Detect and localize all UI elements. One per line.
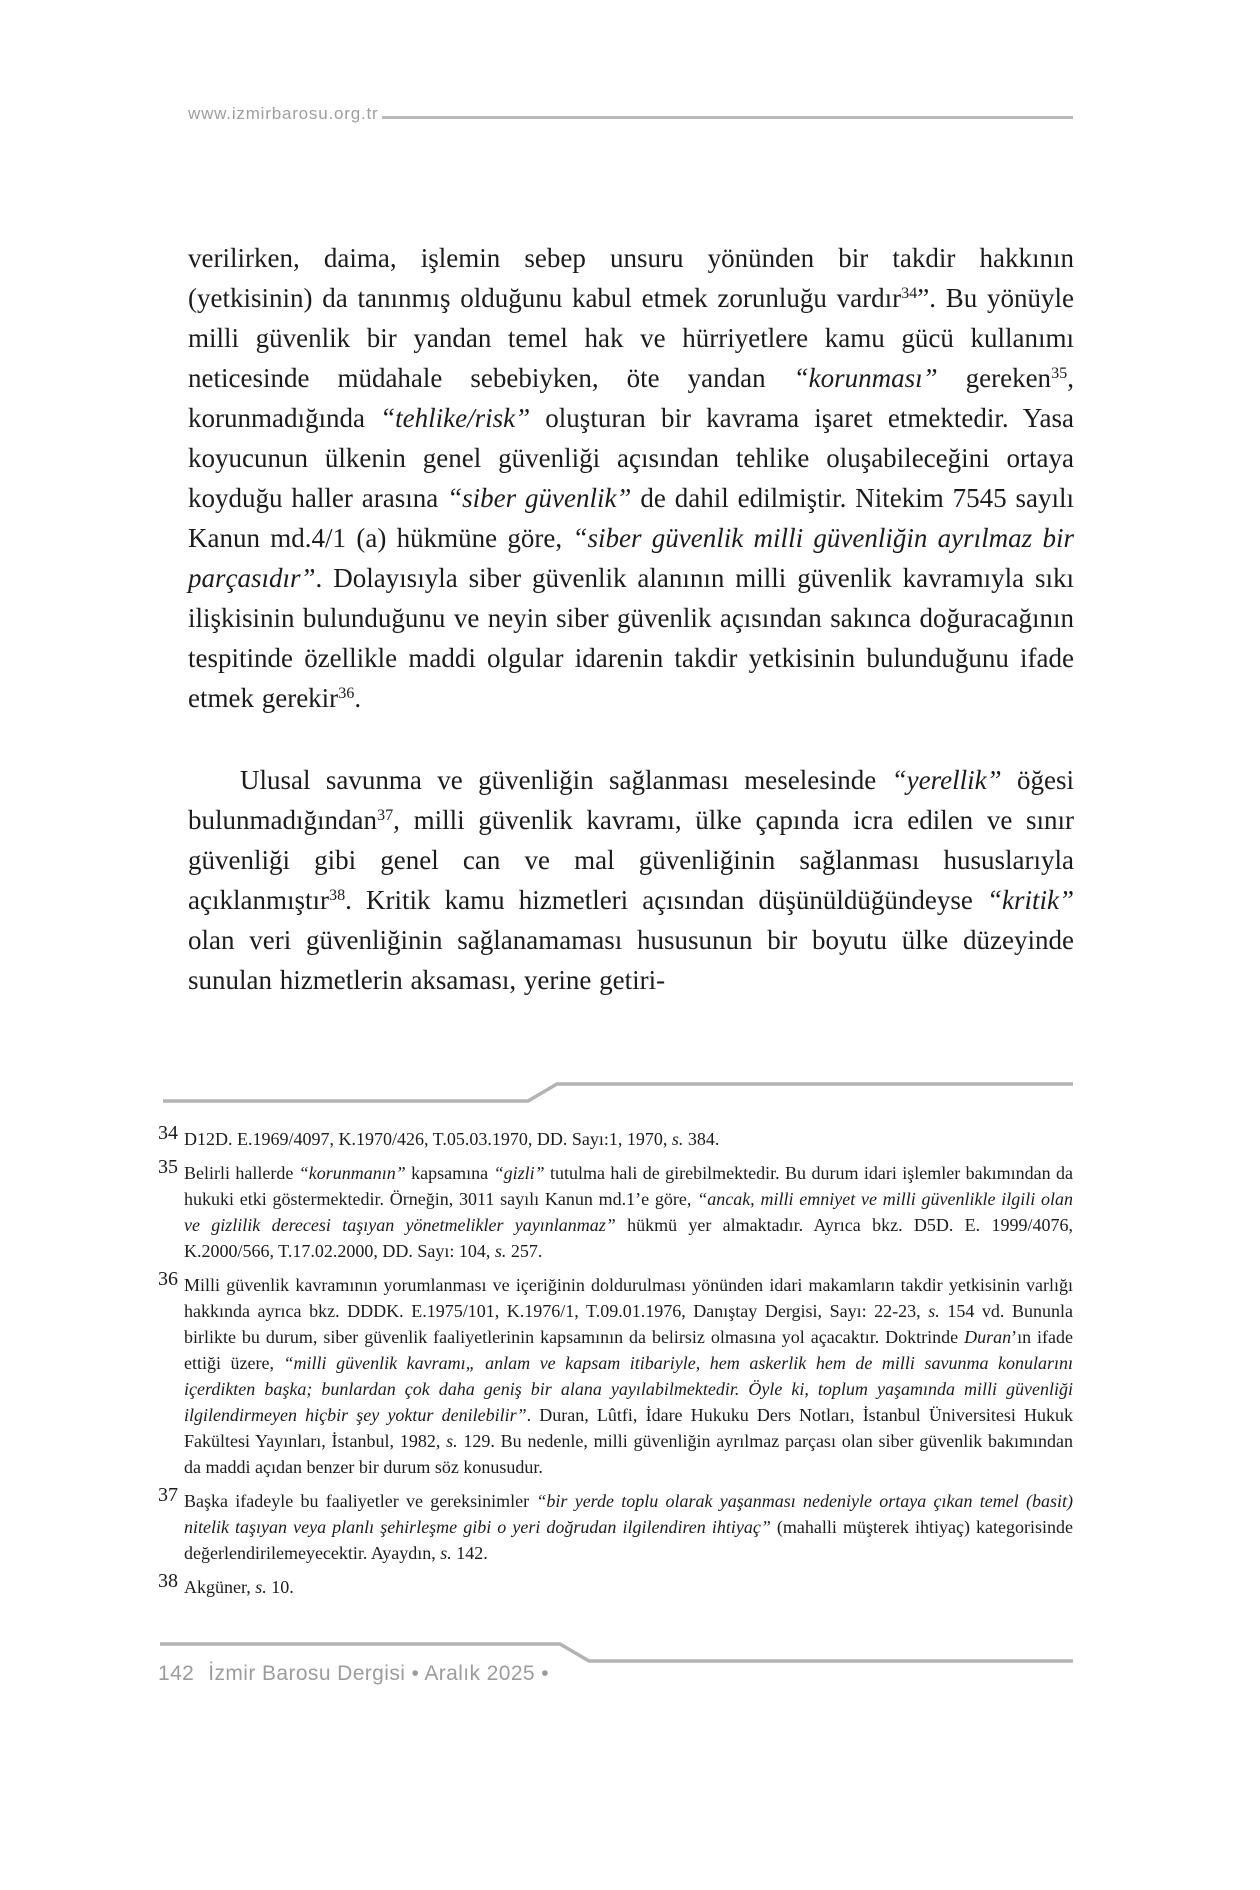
text-segment: verilirken, daima, işlemin sebep unsuru yönünden bir takdir hakkının (yetkisinin) da tanınmış olduğunu kabul etmek zorunluğu vardır	[188, 243, 1074, 313]
footnote-separator-rule	[163, 1084, 1073, 1101]
text-segment: , milli güvenlik kavramı, ülke çapında icra edilen ve sınır güvenliği gibi genel can ve mal güvenliğinin sağlanması hususlarıyla açıklanmıştır	[188, 805, 1074, 915]
footnote-34	[158, 1122, 1073, 1152]
text-segment: ’ın ifade ettiği üzere,	[184, 1327, 1074, 1373]
text-segment: kapsamına	[405, 1163, 494, 1183]
text-segment: “siber güvenlik”	[447, 483, 632, 513]
body-paragraph	[188, 760, 1074, 1000]
text-segment: 154 vd. Bununla birlikte bu durum, siber güvenlik faaliyetlerinin kapsamının da belirsiz olmasına yol açacaktır. Doktrinde	[184, 1301, 1073, 1347]
text-segment: oluşturan bir kavrama işaret etmektedir. Yasa koyucunun ülkenin genel güvenliği açısından tehlike oluşabileceğini ortaya koyduğu haller arasına	[188, 403, 1075, 513]
footnote-35	[158, 1156, 1073, 1264]
footnote-text	[184, 1491, 1073, 1563]
page-footer	[158, 1662, 549, 1686]
footnote-reference: 34	[901, 284, 918, 303]
text-segment: , korunmadığında	[188, 363, 1074, 433]
header-site-url: www.izmirbarosu.org.tr	[188, 104, 379, 123]
text-segment: “ancak, milli emniyet ve milli güvenlikle ilgili olan ve gizlilik derecesi taşıyan yönetmelikler yayınlanmaz”	[184, 1189, 1073, 1235]
text-segment: de dahil edilmiştir. Nitekim 7545 sayılı Kanun md.4/1 (a) hükmüne göre,	[188, 483, 1074, 553]
text-segment: ”. Bu yönüyle milli güvenlik bir yandan temel hak ve hürriyetlere kamu gücü kullanımı neticesinde müdahale sebebiyken, öte yandan	[188, 283, 1074, 393]
footnote-number: 38	[158, 1570, 178, 1592]
text-segment: s.	[671, 1129, 684, 1149]
article-body	[188, 238, 1074, 1000]
text-segment: olan veri güvenliğinin sağlanamaması hususunun bir boyutu ülke düzeyinde sunulan hizmetlerin aksaması, yerine getiri-	[188, 925, 1074, 995]
footnote-text	[184, 1577, 294, 1597]
text-segment: .	[354, 683, 362, 713]
text-segment: . Dolayısıyla siber güvenlik alanının milli güvenlik kavramıyla sıkı ilişkisinin bulunduğunu ve neyin siber güvenlik açısından sakınca doğuracağının tespitinde özellikle maddi olgular idarenin takdir yetkisinin bulunduğunu ifade etmek gerekir	[188, 563, 1074, 713]
footnote-reference: 37	[376, 806, 394, 825]
text-segment: 10.	[266, 1577, 294, 1597]
footnote-reference: 35	[1051, 364, 1068, 383]
text-segment: “kritik”	[986, 885, 1074, 915]
text-segment: (mahalli müşterek ihtiyaç) kategorisinde değerlendirilemeyecektir. Ayaydın,	[184, 1517, 1073, 1563]
text-segment: . Duran, Lûtfi, İdare Hukuku Ders Notları, İstanbul Üniversitesi Hukuk Fakültesi Yayınları, İstanbul, 1982,	[184, 1405, 1073, 1451]
text-segment: hükmü yer almaktadır. Ayrıca bkz. D5D. E. 1999/4076, K.2000/566, T.17.02.2000, DD. Sayı: 104,	[184, 1215, 1073, 1261]
text-segment: s.	[446, 1431, 458, 1451]
text-segment: 129. Bu nedenle, milli güvenliğin ayrılmaz parçası olan siber güvenlik bakımından da maddi açıdan benzer bir durum söz konusudur.	[184, 1431, 1073, 1477]
footnote-text	[184, 1129, 719, 1149]
text-segment: “bir yerde toplu olarak yaşanması nedeniyle ortaya çıkan temel (basit) nitelik taşıyan veya planlı şehirleşme gibi o yeri doğrudan ilgilendiren ihtiyaç”	[184, 1491, 1073, 1537]
text-segment: “korunmanın”	[298, 1163, 406, 1183]
text-segment: “korunması”	[793, 363, 938, 393]
text-segment: s.	[255, 1577, 267, 1597]
footer-rule	[160, 1644, 1073, 1661]
text-segment: tutulma hali de girebilmektedir. Bu durum idari işlemler bakımından da hukuki etki göstermektedir. Örneğin, 3011 sayılı Kanun md.1’e göre,	[184, 1163, 1073, 1209]
footnote-number: 35	[158, 1156, 178, 1178]
footnote-text	[184, 1275, 1073, 1477]
footnote-38	[158, 1570, 1073, 1600]
footnote-reference: 38	[328, 886, 346, 905]
header-rule	[382, 116, 1073, 119]
text-segment: “milli güvenlik kavramı„ anlam ve kapsam itibariyle, hem askerlik hem de milli savunma konularını içerdikten başka; bunlardan çok daha geniş bir alana yayılabilmektedir. Öyle ki, toplum yaşamında milli güvenliği ilgilendirmeyen hiçbir şey yoktur denilebilir”	[184, 1353, 1073, 1425]
text-segment: “gizli”	[493, 1163, 545, 1183]
page-header	[188, 104, 1073, 124]
footnote-reference: 36	[338, 684, 355, 703]
text-segment: “siber güvenlik milli güvenliğin ayrılmaz bir parçasıdır”	[188, 523, 1074, 593]
body-paragraph	[188, 238, 1074, 718]
text-segment: Milli güvenlik kavramının yorumlanması ve içeriğinin doldurulması yönünden idari makamların takdir yetkisinin varlığı hakkında ayrıca bkz. DDDK. E.1975/101, K.1976/1, T.09.01.1976, Danıştay Dergisi, Sayı: 22-23,	[184, 1275, 1073, 1321]
text-segment: s.	[440, 1543, 452, 1563]
footnote-36	[158, 1268, 1074, 1480]
text-segment: s.	[928, 1301, 940, 1321]
text-segment: Belirli hallerde	[184, 1163, 299, 1183]
footnote-number: 37	[158, 1484, 178, 1506]
text-segment: 384.	[683, 1129, 720, 1149]
footer-journal-title: İzmir Barosu Dergisi • Aralık 2025 •	[208, 1662, 549, 1685]
text-segment: Ulusal savunma ve güvenliğin sağlanması meselesinde	[240, 765, 892, 795]
text-segment: Duran	[964, 1327, 1012, 1347]
footer-page-number: 142	[158, 1662, 195, 1685]
text-segment: gereken	[937, 363, 1052, 393]
footnote-text	[184, 1163, 1073, 1261]
footnote-37	[158, 1484, 1073, 1566]
text-segment: D12D. E.1969/4097, K.1970/426, T.05.03.1970, DD. Sayı:1, 1970,	[184, 1129, 672, 1149]
text-segment: Akgüner,	[184, 1577, 256, 1597]
text-segment: Başka ifadeyle bu faaliyetler ve gereksinimler	[184, 1491, 537, 1511]
text-segment: . Kritik kamu hizmetleri açısından düşünüldüğündeyse	[345, 885, 987, 915]
text-segment: öğesi bulunmadığından	[188, 765, 1074, 835]
text-segment: “yerellik”	[891, 765, 1002, 795]
footnote-number: 36	[158, 1268, 178, 1290]
text-segment: 142.	[451, 1543, 488, 1563]
footnote-number: 34	[158, 1122, 178, 1144]
footnotes-list	[158, 1122, 1074, 1608]
text-segment: s.	[494, 1241, 507, 1261]
text-segment: 257.	[506, 1241, 543, 1261]
text-segment: “tehlike/risk”	[380, 403, 531, 433]
